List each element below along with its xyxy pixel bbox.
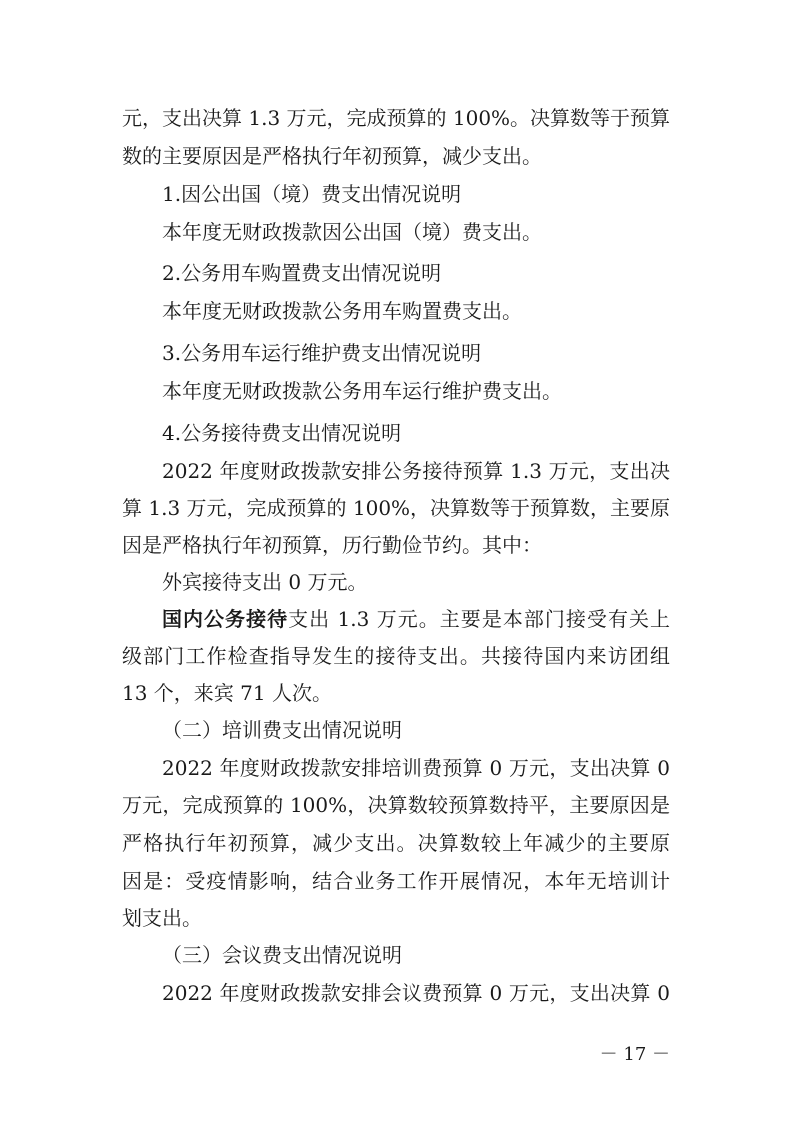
paragraph-line: 2022 年度财政拨款安排培训费预算 0 万元，支出决算 0	[162, 756, 670, 780]
paragraph-line: 外宾接待支出 0 万元。	[162, 570, 368, 594]
section-heading: 3.公务用车运行维护费支出情况说明	[162, 341, 482, 365]
section-heading: 2.公务用车购置费支出情况说明	[162, 261, 442, 285]
paragraph-line	[162, 606, 670, 632]
paragraph-line: 2022 年度财政拨款安排会议费预算 0 万元，支出决算 0	[162, 981, 670, 1005]
paragraph-line: 因是严格执行年初预算，历行勤俭节约。其中：	[122, 533, 542, 557]
section-heading: 4.公务接待费支出情况说明	[162, 421, 402, 445]
paragraph-line: 划支出。	[122, 906, 202, 930]
paragraph-text: 支出 1.3 万元。主要是本部门接受有关上	[288, 607, 670, 631]
paragraph-line: 13 个，来宾 71 人次。	[122, 681, 332, 705]
paragraph-line: 严格执行年初预算，减少支出。决算数较上年减少的主要原	[122, 831, 670, 855]
section-heading: （二）培训费支出情况说明	[162, 718, 402, 742]
paragraph-line: 万元，完成预算的 100%，决算数较预算数持平，主要原因是	[122, 793, 670, 817]
paragraph-line: 本年度无财政拨款公务用车运行维护费支出。	[162, 379, 562, 403]
paragraph-line: 本年度无财政拨款因公出国（境）费支出。	[162, 220, 542, 244]
paragraph-line: 本年度无财政拨款公务用车购置费支出。	[162, 299, 522, 323]
paragraph-line: 元，支出决算 1.3 万元，完成预算的 100%。决算数等于预算	[122, 106, 671, 130]
paragraph-line: 2022 年度财政拨款安排公务接待预算 1.3 万元，支出决	[162, 459, 670, 483]
bold-label: 国内公务接待	[162, 607, 289, 631]
section-heading: （三）会议费支出情况说明	[162, 943, 402, 967]
paragraph-line: 数的主要原因是严格执行年初预算，减少支出。	[122, 144, 542, 168]
page-number: － 17 －	[599, 1044, 670, 1065]
paragraph-line: 算 1.3 万元，完成预算的 100%，决算数等于预算数，主要原	[122, 496, 671, 520]
section-heading: 1.因公出国（境）费支出情况说明	[162, 182, 462, 206]
paragraph-line: 级部门工作检查指导发生的接待支出。共接待国内来访团组	[122, 644, 670, 668]
paragraph-line: 因是：受疫情影响，结合业务工作开展情况，本年无培训计	[122, 869, 670, 893]
